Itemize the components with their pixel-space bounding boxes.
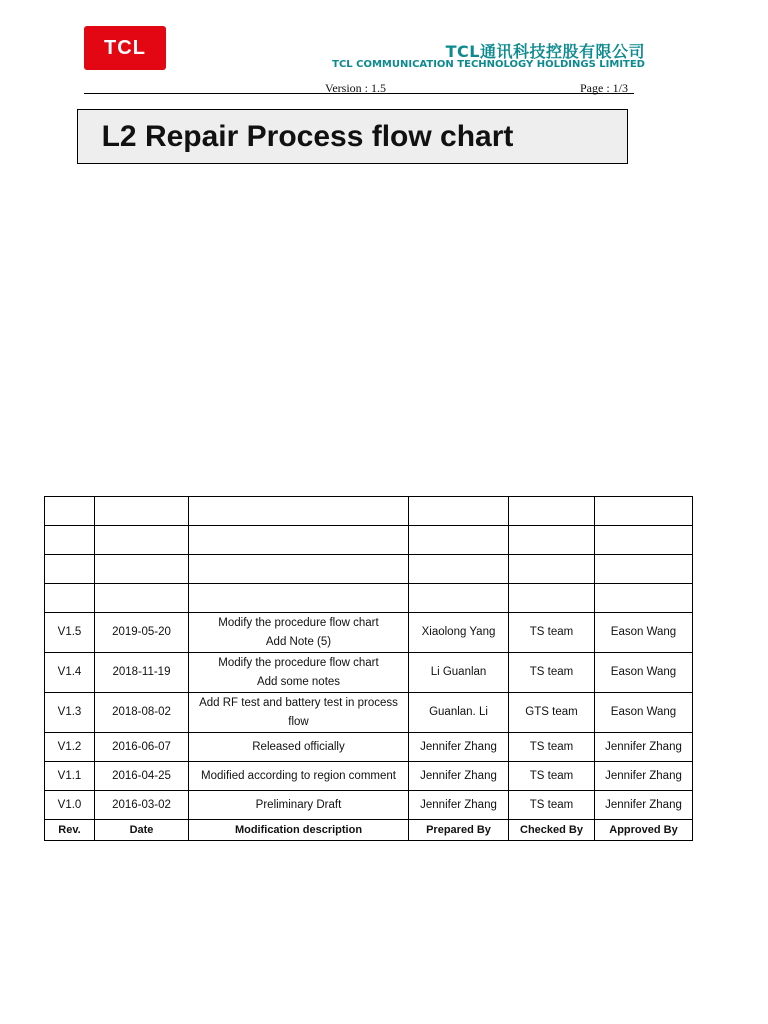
prepared-by-cell: Jennifer Zhang <box>409 733 509 762</box>
header-description: Modification description <box>189 820 409 841</box>
rev-cell: V1.5 <box>45 613 95 653</box>
date-cell: 2016-04-25 <box>95 762 189 791</box>
date-cell: 2016-03-02 <box>95 791 189 820</box>
description-cell <box>189 693 409 733</box>
document-version: Version : 1.5 <box>325 81 386 95</box>
description-cell <box>189 613 409 653</box>
rev-cell: V1.0 <box>45 791 95 820</box>
company-name-chinese: TCL通讯科技控股有限公司 <box>445 42 645 61</box>
rev-cell: V1.3 <box>45 693 95 733</box>
document-title: L2 Repair Process flow chart <box>101 119 514 153</box>
table-row <box>45 653 693 693</box>
prepared-by-cell: Guanlan. Li <box>409 693 509 733</box>
table-row-empty <box>45 497 693 526</box>
header-rev: Rev. <box>45 820 95 841</box>
checked-by-cell: TS team <box>509 762 595 791</box>
page-number: Page : 1/3 <box>580 81 628 95</box>
table-row <box>45 693 693 733</box>
table-row <box>45 613 693 653</box>
prepared-by-cell: Xiaolong Yang <box>409 613 509 653</box>
description-cell: Preliminary Draft <box>189 791 409 820</box>
approved-by-cell: Eason Wang <box>595 693 693 733</box>
checked-by-cell: TS team <box>509 733 595 762</box>
table-row <box>45 791 693 820</box>
description-line: Modify the procedure flow chart <box>218 616 379 629</box>
description-cell: Modified according to region comment <box>189 762 409 791</box>
table-row-empty <box>45 555 693 584</box>
description-line: Modify the procedure flow chart <box>218 656 379 669</box>
revision-history-table <box>44 496 693 841</box>
table-row-empty <box>45 584 693 613</box>
date-cell: 2019-05-20 <box>95 613 189 653</box>
approved-by-cell: Eason Wang <box>595 613 693 653</box>
checked-by-cell: TS team <box>509 613 595 653</box>
table-row <box>45 762 693 791</box>
approved-by-cell: Jennifer Zhang <box>595 791 693 820</box>
checked-by-cell: GTS team <box>509 693 595 733</box>
header-divider <box>84 93 634 94</box>
date-cell: 2016-06-07 <box>95 733 189 762</box>
description-line: Add some notes <box>256 675 341 688</box>
description-cell: Released officially <box>189 733 409 762</box>
approved-by-cell: Eason Wang <box>595 653 693 693</box>
prepared-by-cell: Li Guanlan <box>409 653 509 693</box>
rev-cell: V1.1 <box>45 762 95 791</box>
header-checked-by: Checked By <box>509 820 595 841</box>
table-row-empty <box>45 526 693 555</box>
rev-cell: V1.4 <box>45 653 95 693</box>
approved-by-cell: Jennifer Zhang <box>595 762 693 791</box>
tcl-logo: TCL <box>84 26 166 70</box>
description-line: Add RF test and battery test in process <box>199 696 398 709</box>
description-cell <box>189 653 409 693</box>
date-cell: 2018-11-19 <box>95 653 189 693</box>
prepared-by-cell: Jennifer Zhang <box>409 762 509 791</box>
checked-by-cell: TS team <box>509 653 595 693</box>
title-box <box>77 109 628 164</box>
header-prepared-by: Prepared By <box>409 820 509 841</box>
description-line: flow <box>288 715 309 728</box>
header-date: Date <box>95 820 189 841</box>
description-line: Add Note (5) <box>265 635 332 648</box>
table-header-row <box>45 820 693 841</box>
date-cell: 2018-08-02 <box>95 693 189 733</box>
rev-cell: V1.2 <box>45 733 95 762</box>
checked-by-cell: TS team <box>509 791 595 820</box>
approved-by-cell: Jennifer Zhang <box>595 733 693 762</box>
table-row <box>45 733 693 762</box>
prepared-by-cell: Jennifer Zhang <box>409 791 509 820</box>
header-approved-by: Approved By <box>595 820 693 841</box>
company-name-english: TCL COMMUNICATION TECHNOLOGY HOLDINGS LIMITED <box>332 59 645 70</box>
